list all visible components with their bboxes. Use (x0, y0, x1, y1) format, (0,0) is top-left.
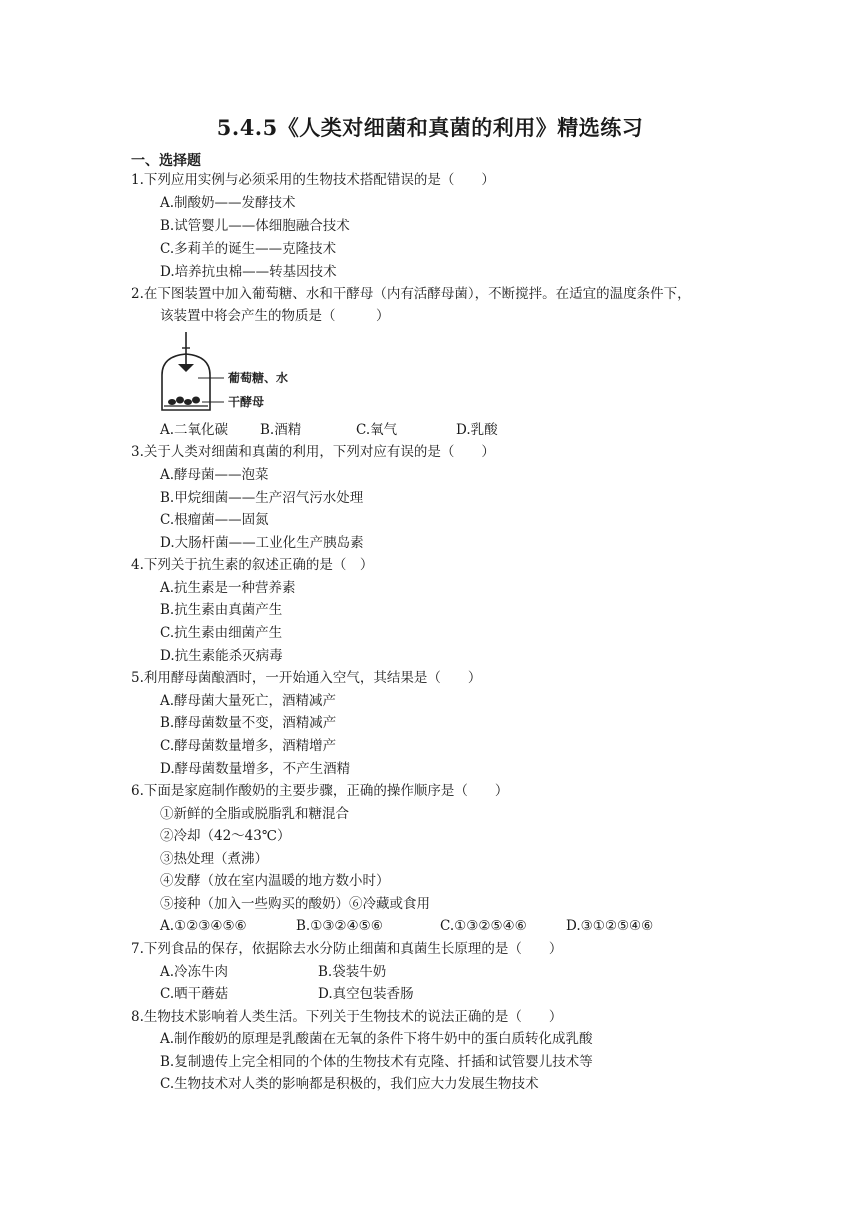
question-2-stem-line-1: 2.在下图装置中加入葡萄糖、水和干酵母（内有活酵母菌），不断搅拌。在适宜的温度条件下， (131, 286, 691, 302)
question-6-option-b: B.①③②④⑤⑥ (296, 918, 383, 934)
question-8-stem: 8.生物技术影响着人类生活。下列关于生物技术的说法正确的是（ ） (131, 1009, 563, 1025)
fermentation-apparatus-icon (158, 330, 308, 415)
question-7-option-d: D.真空包装香肠 (318, 986, 414, 1002)
question-4-stem: 4.下列关于抗生素的叙述正确的是（ ） (131, 557, 374, 573)
question-8-option-a: A.制作酸奶的原理是乳酸菌在无氧的条件下将牛奶中的蛋白质转化成乳酸 (160, 1031, 593, 1047)
section-heading: 一、选择题 (131, 153, 201, 169)
question-7-options-row-2 (160, 984, 414, 1004)
question-5-option-c: C.酵母菌数量增多，酒精增产 (160, 738, 337, 754)
question-3-stem: 3.关于人类对细菌和真菌的利用，下列对应有误的是（ ） (131, 444, 495, 460)
question-6-step-1: ①新鲜的全脂或脱脂乳和糖混合 (160, 806, 349, 822)
question-2-options-row (160, 420, 498, 440)
question-6-stem: 6.下面是家庭制作酸奶的主要步骤，正确的操作顺序是（ ） (131, 783, 509, 799)
question-3-option-a: A.酵母菌——泡菜 (160, 467, 269, 483)
fermentation-apparatus-diagram (158, 330, 308, 415)
question-3-option-b: B.甲烷细菌——生产沼气污水处理 (160, 490, 364, 506)
question-6-step-3: ③热处理（煮沸） (160, 851, 268, 867)
question-4-option-a: A.抗生素是一种营养素 (160, 580, 296, 596)
question-1-stem: 1.下列应用实例与必须采用的生物技术搭配错误的是（ ） (131, 172, 495, 188)
question-2-stem-line-2: 该装置中将会产生的物质是（ ） (160, 308, 390, 324)
question-7-option-c: C.晒干蘑菇 (160, 986, 229, 1002)
question-5-stem: 5.利用酵母菌酿酒时，一开始通入空气，其结果是（ ） (131, 670, 482, 686)
question-6-option-c: C.①③②⑤④⑥ (440, 918, 527, 934)
question-4-option-c: C.抗生素由细菌产生 (160, 625, 283, 641)
question-8-option-c: C.生物技术对人类的影响都是积极的，我们应大力发展生物技术 (160, 1076, 539, 1092)
diagram-label-glucose-water: 葡萄糖、水 (228, 371, 289, 385)
question-3-option-c: C.根瘤菌——固氮 (160, 512, 269, 528)
question-5-option-d: D.酵母菌数量增多，不产生酒精 (160, 761, 351, 777)
question-1-option-d: D.培养抗虫棉——转基因技术 (160, 264, 337, 280)
question-3-option-d: D.大肠杆菌——工业化生产胰岛素 (160, 535, 364, 551)
question-7-option-a: A.冷冻牛肉 (160, 964, 229, 980)
question-1-option-b: B.试管婴儿——体细胞融合技术 (160, 218, 350, 234)
question-6-step-5: ⑤接种（加入一些购买的酸奶）⑥冷藏或食用 (160, 896, 430, 912)
page-title: 5.4.5《人类对细菌和真菌的利用》精选练习 (216, 115, 644, 140)
question-6-options-row (160, 916, 653, 936)
question-2-option-a: A.二氧化碳 (160, 422, 229, 438)
question-6-step-4: ④发酵（放在室内温暖的地方数小时） (160, 873, 390, 889)
question-7-stem: 7.下列食品的保存，依据除去水分防止细菌和真菌生长原理的是（ ） (131, 941, 563, 957)
question-6-option-d: D.③①②⑤④⑥ (566, 918, 654, 934)
question-2-option-c: C.氧气 (356, 422, 398, 438)
question-4-option-b: B.抗生素由真菌产生 (160, 602, 283, 618)
diagram-label-dry-yeast: 干酵母 (228, 395, 265, 409)
question-5-option-b: B.酵母菌数量不变，酒精减产 (160, 715, 337, 731)
question-6-step-2: ②冷却（42～43℃） (160, 828, 291, 844)
question-2-option-d: D.乳酸 (456, 422, 498, 438)
question-1-option-a: A.制酸奶——发酵技术 (160, 195, 296, 211)
question-5-option-a: A.酵母菌大量死亡，酒精减产 (160, 693, 337, 709)
question-7-options-row-1 (160, 962, 386, 982)
question-2-option-b: B.酒精 (260, 422, 302, 438)
question-7-option-b: B.袋装牛奶 (318, 964, 387, 980)
question-8-option-b: B.复制遗传上完全相同的个体的生物技术有克隆、扦插和试管婴儿技术等 (160, 1054, 593, 1070)
question-1-option-c: C.多莉羊的诞生——克隆技术 (160, 241, 337, 257)
question-6-option-a: A.①②③④⑤⑥ (160, 918, 247, 934)
question-4-option-d: D.抗生素能杀灭病毒 (160, 648, 283, 664)
